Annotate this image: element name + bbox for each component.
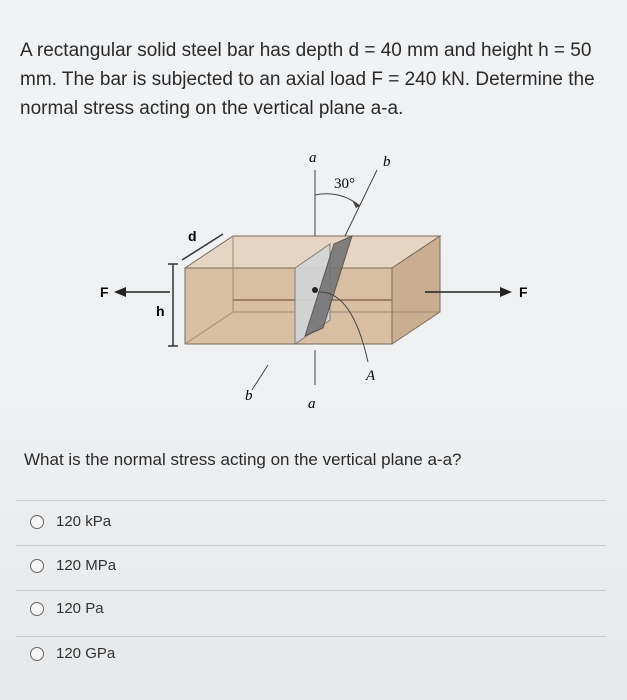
divider: [16, 636, 606, 637]
problem-line-2: mm. The bar is subjected to an axial load F = 240 kN. Determine the: [20, 69, 595, 90]
label-A: A: [366, 368, 376, 384]
question-text: What is the normal stress acting on the vertical plane a-a?: [24, 450, 462, 469]
option-label: 120 GPa: [56, 645, 116, 662]
radio-icon[interactable]: [30, 647, 44, 661]
label-F-right: F: [519, 284, 528, 300]
problem-line-1: A rectangular solid steel bar has depth d = 40 mm and height h = 50: [20, 40, 592, 61]
option-label: 120 MPa: [56, 557, 117, 574]
load-point: [312, 287, 318, 293]
label-h: h: [156, 303, 165, 319]
radio-icon[interactable]: [30, 602, 44, 616]
label-angle: 30°: [334, 176, 355, 192]
label-d: d: [188, 228, 197, 244]
option-4[interactable]: [30, 645, 115, 662]
label-a-bottom: a: [308, 396, 316, 412]
angle-arc: [315, 194, 360, 206]
label-F-left: F: [100, 284, 109, 300]
divider: [16, 500, 606, 501]
label-b-bottom: b: [245, 388, 253, 404]
option-1[interactable]: [30, 513, 111, 530]
option-label: 120 Pa: [56, 600, 104, 617]
radio-icon[interactable]: [30, 515, 44, 529]
option-label: 120 kPa: [56, 513, 112, 530]
label-b-top: b: [383, 154, 391, 170]
problem-line-3: normal stress acting on the vertical plane a-a.: [20, 98, 404, 119]
radio-icon[interactable]: [30, 559, 44, 573]
bar-front-face: [185, 268, 392, 344]
divider: [16, 590, 606, 591]
steel-bar-figure: [90, 140, 560, 420]
option-3[interactable]: [30, 600, 104, 617]
divider: [16, 545, 606, 546]
label-a-top: a: [309, 150, 317, 166]
problem-statement: [20, 36, 610, 123]
option-2[interactable]: [30, 557, 116, 574]
